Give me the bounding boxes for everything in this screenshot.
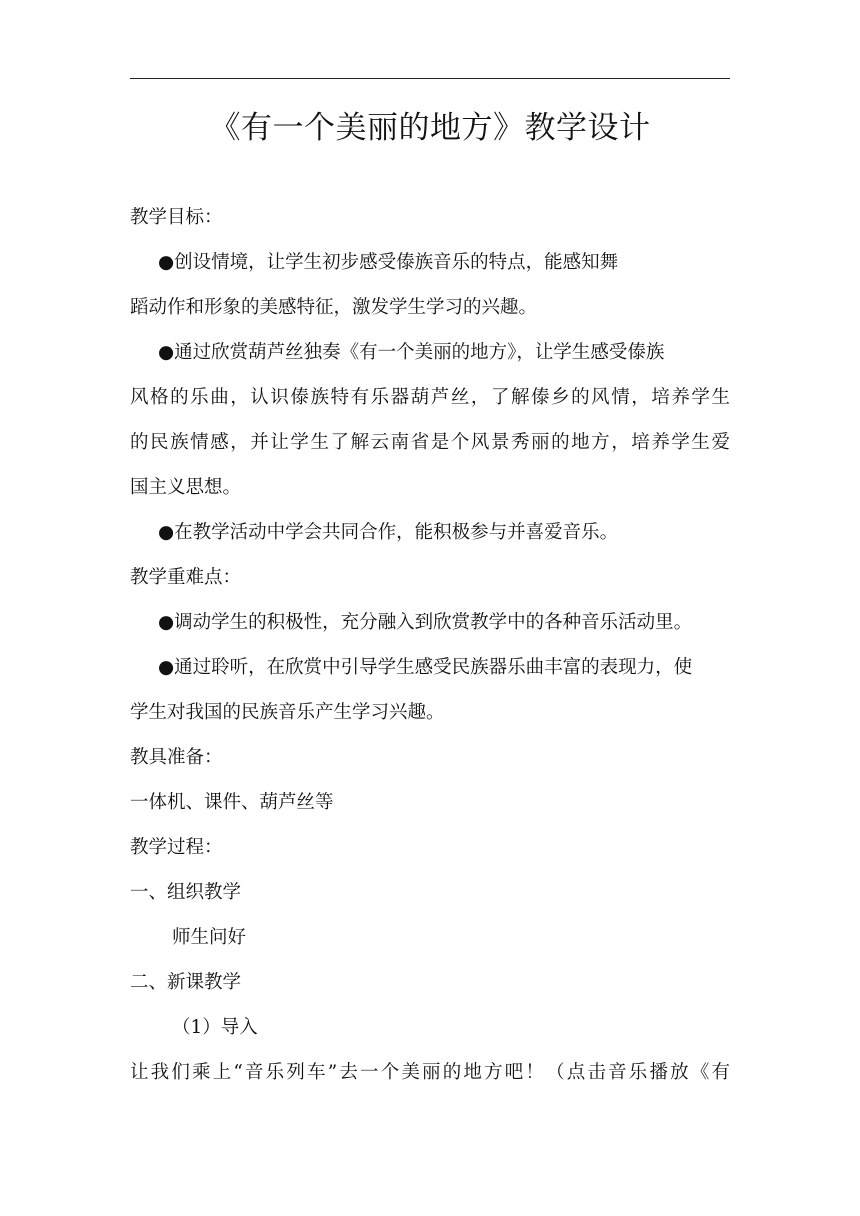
header-rule: [130, 78, 730, 79]
paragraph-line: 的民族情感，并让学生了解云南省是个风景秀丽的地方，培养学生爱: [130, 432, 730, 453]
section-heading-materials: 教具准备：: [130, 747, 223, 768]
paragraph-line: ●在教学活动中学会共同合作，能积极参与并喜爱音乐。: [158, 522, 619, 543]
step-heading: 二、新课教学: [130, 972, 242, 993]
step-heading: 一、组织教学: [130, 882, 242, 903]
section-heading-process: 教学过程：: [130, 837, 223, 858]
paragraph-line: 学生对我国的民族音乐产生学习兴趣。: [130, 702, 445, 723]
sub-step-heading: （1）导入: [172, 1017, 258, 1038]
paragraph-line: 蹈动作和形象的美感特征，激发学生学习的兴趣。: [130, 297, 538, 318]
section-heading-objectives: 教学目标：: [130, 207, 223, 228]
paragraph-line: 师生问好: [172, 927, 247, 948]
paragraph-line: ●通过聆听，在欣赏中引导学生感受民族器乐曲丰富的表现力，使: [158, 657, 693, 678]
document-title: 《有一个美丽的地方》教学设计: [209, 110, 651, 146]
paragraph-line: ●调动学生的积极性，充分融入到欣赏教学中的各种音乐活动里。: [158, 612, 693, 633]
paragraph-line: 让我们乘上“音乐列车”去一个美丽的地方吧！（点击音乐播放《有: [130, 1062, 730, 1083]
section-heading-key-points: 教学重难点：: [130, 567, 242, 588]
document-body: [130, 195, 730, 1095]
paragraph-line: ●通过欣赏葫芦丝独奏《有一个美丽的地方》，让学生感受傣族: [158, 342, 665, 363]
paragraph-line: 风格的乐曲，认识傣族特有乐器葫芦丝，了解傣乡的风情，培养学生: [130, 387, 730, 408]
paragraph-line: 一体机、课件、葫芦丝等: [130, 792, 334, 813]
paragraph-line: 国主义思想。: [130, 477, 242, 498]
paragraph-line: ●创设情境，让学生初步感受傣族音乐的特点，能感知舞: [158, 252, 619, 273]
